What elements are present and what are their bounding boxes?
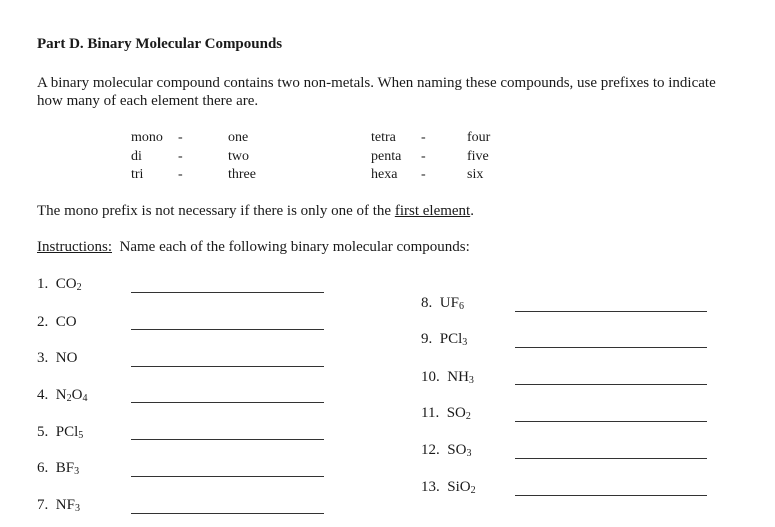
question-8	[421, 295, 464, 312]
question-number: 13.	[421, 479, 440, 495]
question-number: 12.	[421, 442, 440, 458]
question-number: 3.	[37, 350, 49, 366]
answer-blank-7[interactable]	[131, 513, 324, 514]
question-formula: PCl	[439, 331, 463, 347]
mono-prefix-note	[37, 203, 474, 220]
question-number: 4.	[37, 387, 49, 403]
question-11	[421, 405, 471, 422]
answer-blank-4[interactable]	[131, 402, 324, 403]
section-title: Part D. Binary Molecular Compounds	[37, 36, 283, 52]
question-number: 1.	[37, 276, 49, 292]
answer-blank-5[interactable]	[131, 439, 324, 440]
question-9	[421, 331, 467, 348]
question-1	[37, 276, 82, 293]
formula-subscript: 6	[458, 301, 464, 312]
question-10	[421, 369, 474, 386]
question-number: 7.	[37, 497, 49, 513]
intro-paragraph: A binary molecular compound contains two non-metals. When naming these compounds, use prefixes to indicate how many of each element there are.	[37, 75, 716, 109]
question-formula: NH	[447, 369, 469, 385]
prefix-meaning-two: two	[228, 149, 249, 164]
prefix-dash: -	[421, 130, 426, 145]
instructions-text: Name each of the following binary molecular compounds:	[119, 239, 470, 255]
formula-subscript: 3	[468, 375, 474, 386]
question-12	[421, 442, 471, 459]
question-formula: CO	[55, 276, 77, 292]
answer-blank-11[interactable]	[515, 421, 707, 422]
question-number: 8.	[421, 295, 433, 311]
prefix-tri: tri	[131, 167, 144, 182]
prefix-meaning-four: four	[467, 130, 491, 145]
question-formula: SiO	[447, 479, 471, 495]
formula-subscript: 3	[466, 448, 472, 459]
prefix-mono: mono	[131, 130, 163, 145]
formula-subscript: 5	[78, 430, 84, 441]
formula-subscript: 2	[76, 282, 82, 293]
question-number: 5.	[37, 424, 49, 440]
question-number: 10.	[421, 369, 440, 385]
question-13	[421, 479, 476, 496]
question-formula: N	[55, 387, 67, 403]
formula-subscript: 3	[74, 503, 80, 514]
answer-blank-6[interactable]	[131, 476, 324, 477]
question-formula: NF	[55, 497, 75, 513]
question-formula: SO	[447, 442, 467, 458]
answer-blank-9[interactable]	[515, 347, 707, 348]
question-number: 6.	[37, 460, 49, 476]
answer-blank-1[interactable]	[131, 292, 324, 293]
formula-subscript: 3	[462, 337, 468, 348]
formula-subscript: 3	[74, 466, 80, 477]
formula-subscript: 2	[66, 393, 72, 404]
prefix-meaning-six: six	[467, 167, 484, 182]
prefix-dash: -	[178, 167, 183, 182]
prefix-meaning-one: one	[228, 130, 249, 145]
formula-subscript: 4	[82, 393, 88, 404]
note-text: The mono prefix is not necessary if there is only one of the	[37, 203, 395, 219]
prefix-penta: penta	[371, 149, 402, 164]
prefix-hexa: hexa	[371, 167, 398, 182]
question-formula: SO	[446, 405, 466, 421]
answer-blank-8[interactable]	[515, 311, 707, 312]
answer-blank-12[interactable]	[515, 458, 707, 459]
prefix-meaning-three: three	[228, 167, 256, 182]
prefix-dash: -	[178, 130, 183, 145]
question-formula: CO	[55, 314, 77, 330]
question-5	[37, 424, 83, 441]
question-6	[37, 460, 79, 477]
question-formula-part2: O	[71, 387, 83, 403]
question-formula: BF	[55, 460, 75, 476]
formula-subscript: 2	[470, 485, 476, 496]
answer-blank-13[interactable]	[515, 495, 707, 496]
prefix-meaning-five: five	[467, 149, 489, 164]
question-3	[37, 350, 77, 367]
question-number: 2.	[37, 314, 49, 330]
prefix-dash: -	[421, 149, 426, 164]
question-4	[37, 387, 87, 404]
instructions-label: Instructions:	[37, 239, 112, 255]
question-number: 9.	[421, 331, 433, 347]
question-number: 11.	[421, 405, 440, 421]
formula-subscript: 2	[465, 411, 471, 422]
prefix-dash: -	[421, 167, 426, 182]
prefix-dash: -	[178, 149, 183, 164]
prefix-di: di	[131, 149, 142, 164]
answer-blank-10[interactable]	[515, 384, 707, 385]
prefix-tetra: tetra	[371, 130, 396, 145]
question-formula: PCl	[55, 424, 79, 440]
answer-blank-3[interactable]	[131, 366, 324, 367]
question-2	[37, 314, 77, 331]
question-formula: UF	[439, 295, 459, 311]
instructions-line	[37, 239, 470, 256]
question-formula: NO	[55, 350, 78, 366]
note-underlined-text: first element	[394, 203, 471, 219]
answer-blank-2[interactable]	[131, 329, 324, 330]
note-period: .	[470, 203, 474, 219]
question-7	[37, 497, 80, 514]
